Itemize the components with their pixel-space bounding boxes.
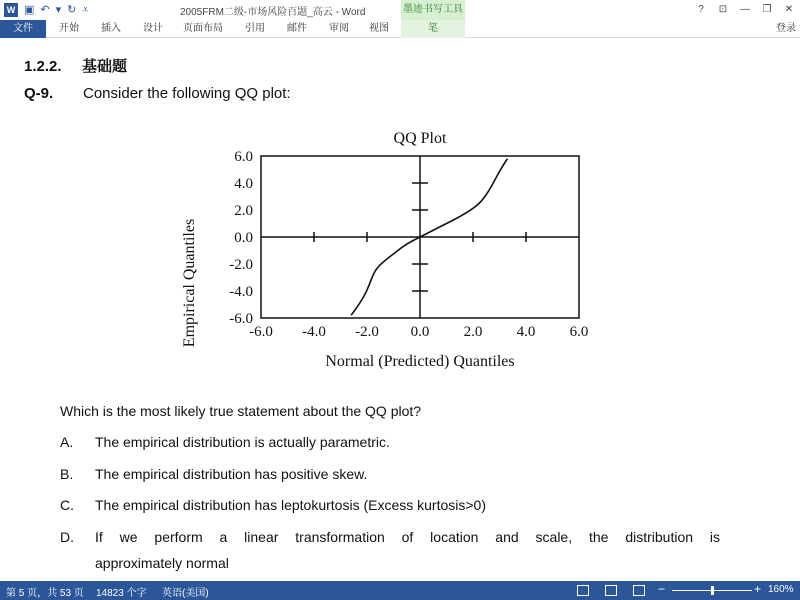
tab-pen[interactable]: 笔 [401,20,465,38]
y-tick-label: 4.0 [234,176,253,192]
qq-plot-chart [0,39,800,369]
customize-qat-icon[interactable]: ⩡ [82,4,89,16]
question-text: Consider the following QQ plot: [83,85,291,102]
x-axis-label: Normal (Predicted) Quantiles [325,353,515,369]
minimize-icon[interactable]: — [740,4,750,15]
option-d-continuation: approximately normal [95,555,229,571]
question-number: Q-9. [24,85,54,102]
x-tick-label: -2.0 [355,324,379,340]
tab-insert[interactable]: 插入 [101,23,121,34]
y-tick-label: 6.0 [234,149,253,165]
print-layout-icon[interactable] [605,585,617,596]
x-tick-label: 6.0 [569,324,589,340]
zoom-level[interactable]: 160% [768,584,794,595]
option-text: The empirical distribution has positive skew. [95,466,368,482]
zoom-slider-thumb[interactable] [711,586,714,595]
x-tick-label: -4.0 [302,324,326,340]
quick-access-toolbar [4,2,89,18]
y-tick-label: -4.0 [229,284,253,300]
window-controls [690,0,800,20]
ink-tools-context-title: 墨迹书写工具 [401,0,465,20]
question-prompt: Which is the most likely true statement about the QQ plot? [60,403,422,419]
x-tick-label: 0.0 [410,324,430,340]
word-count[interactable]: 14823 个字 [96,588,147,599]
close-icon[interactable]: ✕ [784,4,794,15]
option-letter: B. [60,466,74,482]
tab-file[interactable]: 文件 [0,20,46,38]
section-title: 基础题 [82,58,128,75]
word-logo-icon: W [4,3,18,17]
title-bar [0,0,800,20]
option-letter: C. [60,497,74,513]
tab-mailings[interactable]: 邮件 [287,23,307,34]
ribbon-display-options-icon[interactable]: ⊡ [718,4,728,15]
tab-references[interactable]: 引用 [245,23,265,34]
option-text: The empirical distribution is actually parametric. [95,434,390,450]
section-number: 1.2.2. [24,58,62,75]
y-tick-label: -6.0 [229,311,253,327]
x-tick-label: 4.0 [516,324,536,340]
x-tick-label: -6.0 [249,324,273,340]
language-indicator[interactable]: 英语(美国) [162,588,209,599]
y-axis-label: Empirical Quantiles [181,218,198,348]
web-layout-icon[interactable] [633,585,645,596]
y-tick-label: -2.0 [229,257,253,273]
document-page[interactable] [0,39,800,581]
restore-icon[interactable]: ❐ [762,4,772,15]
undo-dropdown-icon[interactable]: ▾ [55,4,62,16]
undo-icon[interactable]: ↶ [40,4,50,16]
window-title: 2005FRM二级-市场风险百题_高云 - Word [180,7,366,18]
tab-layout[interactable]: 页面布局 [183,23,223,34]
read-mode-icon[interactable] [577,585,589,596]
option-letter: A. [60,434,74,450]
option-text: If we perform a linear transformation of location and scale, the distribution is [95,529,720,545]
tab-view[interactable]: 视图 [369,23,389,34]
page-count[interactable]: 第 5 页，共 53 页 [6,588,84,599]
redo-icon[interactable]: ↻ [67,4,77,16]
chart-title: QQ Plot [393,130,447,147]
sign-in-link[interactable]: 登录 [776,23,796,34]
ribbon-tabs [0,20,800,38]
tab-home[interactable]: 开始 [59,23,79,34]
y-tick-label: 2.0 [234,203,253,219]
tab-design[interactable]: 设计 [143,23,163,34]
option-text: The empirical distribution has leptokurtosis (Excess kurtosis>0) [95,497,486,513]
status-bar [0,581,800,600]
help-icon[interactable]: ? [698,4,704,15]
zoom-out-button[interactable]: − [658,582,666,596]
option-letter: D. [60,529,74,545]
tab-review[interactable]: 审阅 [329,23,349,34]
save-icon[interactable]: ▣ [24,4,35,16]
x-tick-label: 2.0 [463,324,483,340]
y-tick-label: 0.0 [234,230,253,246]
zoom-in-button[interactable]: + [754,582,762,596]
